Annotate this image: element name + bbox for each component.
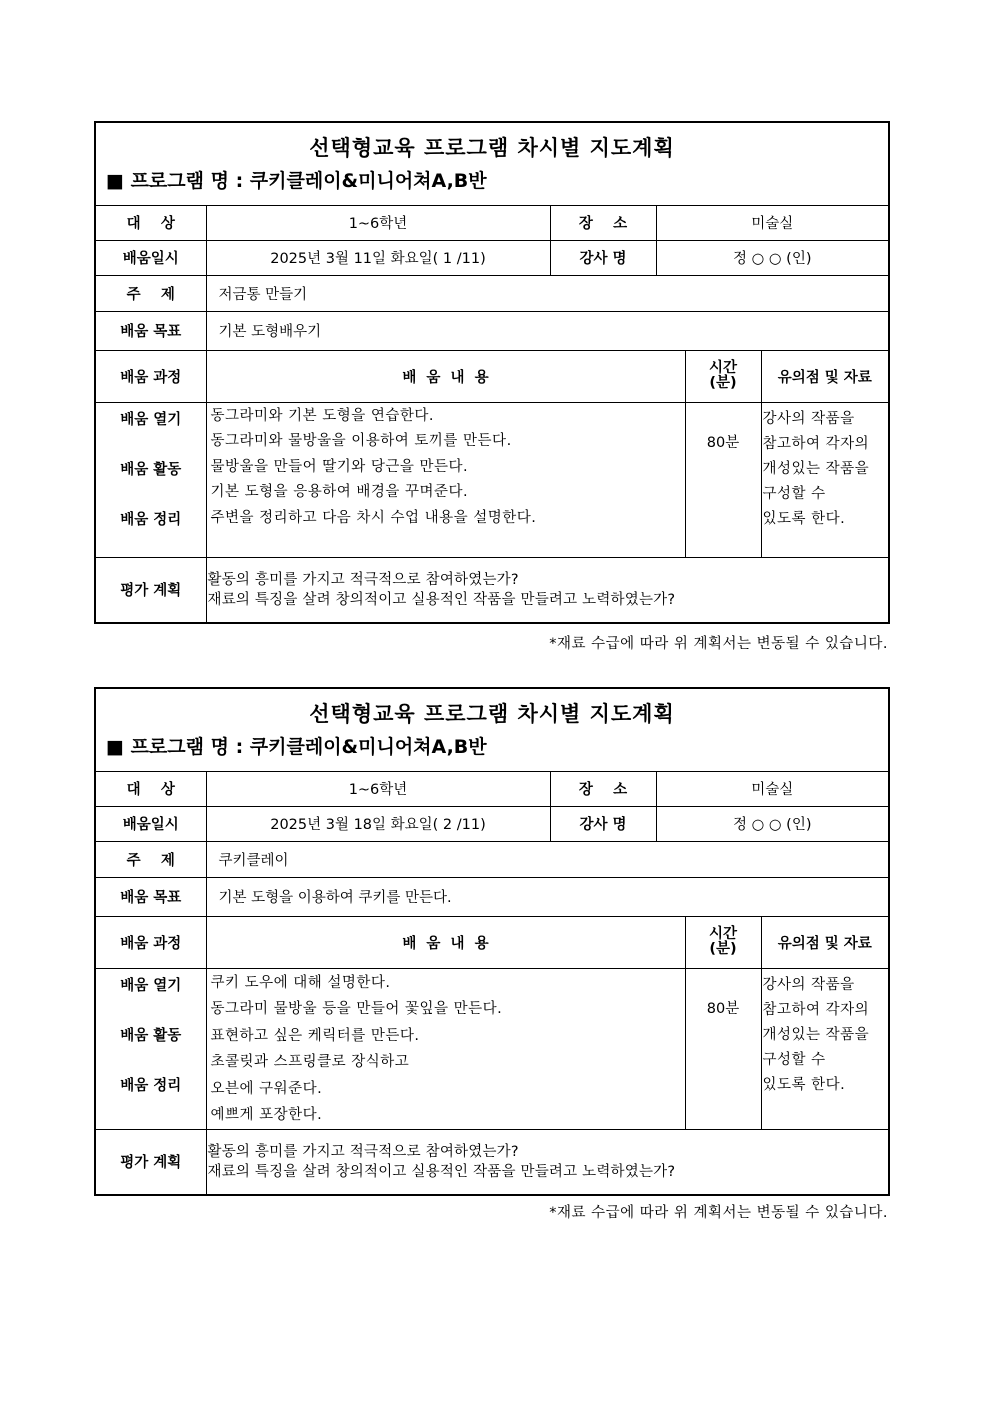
step-open: 배움 열기	[120, 411, 182, 428]
topic-value: 쿠키클레이	[206, 841, 889, 877]
place-label: 장 소	[550, 205, 656, 240]
goal-value: 기본 도형을 이용하여 쿠키를 만든다.	[206, 877, 889, 916]
goal-label: 배움 목표	[95, 311, 206, 350]
process-steps	[95, 402, 206, 557]
notes-line: 개성있는 작품을	[762, 460, 870, 477]
notes-header: 유의점 및 자료	[761, 350, 889, 402]
eval-line: 재료의 특징을 살려 창의적이고 실용적인 작품을 만들려고 노력하였는가?	[207, 1163, 676, 1180]
content-list	[206, 402, 685, 557]
time-header: 시간 (분)	[685, 350, 761, 402]
notes-line: 구성할 수	[762, 1051, 826, 1068]
lesson-plan-1	[94, 121, 888, 652]
process-steps	[95, 968, 206, 1129]
topic-value: 저금통 만들기	[206, 275, 889, 311]
step-wrapup: 배움 정리	[120, 511, 182, 528]
target-value: 1~6학년	[206, 205, 550, 240]
eval-line: 활동의 흥미를 가지고 적극적으로 참여하였는가?	[207, 1143, 519, 1160]
content-line: 표현하고 싶은 케릭터를 만든다.	[210, 1027, 420, 1044]
place-value: 미술실	[656, 205, 889, 240]
minutes-value: 80분	[685, 968, 761, 1129]
time-header: 시간 (분)	[685, 916, 761, 968]
plan-table	[94, 687, 890, 1196]
date-value: 2025년 3월 18일 화요일( 2 /11)	[206, 806, 550, 841]
goal-label: 배움 목표	[95, 877, 206, 916]
notes-line: 개성있는 작품을	[762, 1026, 870, 1043]
page-title: 선택형교육 프로그램 차시별 지도계획	[309, 135, 675, 160]
eval-line: 활동의 흥미를 가지고 적극적으로 참여하였는가?	[207, 571, 519, 588]
step-open: 배움 열기	[120, 977, 182, 994]
target-label: 대 상	[95, 205, 206, 240]
minutes-value: 80분	[685, 402, 761, 557]
step-activity: 배움 활동	[120, 461, 182, 478]
notes-list	[761, 402, 889, 557]
title-cell	[95, 122, 889, 205]
instructor-value: 정 ○ ○ (인)	[656, 806, 889, 841]
goal-value: 기본 도형배우기	[206, 311, 889, 350]
content-header: 배 움 내 용	[206, 350, 685, 402]
eval-list	[206, 1129, 889, 1195]
footnote: *재료 수급에 따라 위 계획서는 변동될 수 있습니다.	[549, 1205, 888, 1221]
place-value: 미술실	[656, 771, 889, 806]
notes-list	[761, 968, 889, 1129]
target-value: 1~6학년	[206, 771, 550, 806]
content-line: 동그라미와 물방울을 이용하여 토끼를 만든다.	[210, 433, 512, 449]
content-line: 오븐에 구워준다.	[210, 1080, 323, 1097]
eval-list	[206, 557, 889, 623]
place-label: 장 소	[550, 771, 656, 806]
eval-line: 재료의 특징을 살려 창의적이고 실용적인 작품을 만들려고 노력하였는가?	[207, 591, 676, 608]
lesson-plan-2	[94, 687, 888, 1221]
notes-line: 참고하여 각자의	[762, 435, 870, 452]
content-line: 동그라미와 기본 도형을 연습한다.	[210, 407, 435, 424]
content-list	[206, 968, 685, 1129]
date-label: 배움일시	[95, 240, 206, 275]
content-line: 주변을 정리하고 다음 차시 수업 내용을 설명한다.	[210, 509, 537, 526]
content-line: 예쁘게 포장한다.	[210, 1107, 323, 1123]
content-line: 물방울을 만들어 딸기와 당근을 만든다.	[210, 458, 469, 475]
date-label: 배움일시	[95, 806, 206, 841]
content-line: 쿠키 도우에 대해 설명한다.	[210, 974, 391, 991]
instructor-label: 강사 명	[550, 806, 656, 841]
topic-label: 주 제	[95, 841, 206, 877]
notes-line: 강사의 작품을	[762, 976, 855, 993]
program-name: ■ 프로그램 명 : 쿠키클레이&미니어쳐A,B반	[106, 735, 487, 758]
eval-label: 평가 계획	[95, 557, 206, 623]
process-label: 배움 과정	[95, 916, 206, 968]
plan-table	[94, 121, 890, 624]
eval-label: 평가 계획	[95, 1129, 206, 1195]
content-header: 배 움 내 용	[206, 916, 685, 968]
step-wrapup: 배움 정리	[120, 1077, 182, 1094]
instructor-value: 정 ○ ○ (인)	[656, 240, 889, 275]
date-value: 2025년 3월 11일 화요일( 1 /11)	[206, 240, 550, 275]
process-label: 배움 과정	[95, 350, 206, 402]
step-activity: 배움 활동	[120, 1027, 182, 1044]
topic-label: 주 제	[95, 275, 206, 311]
content-line: 동그라미 물방울 등을 만들어 꽃잎을 만든다.	[210, 1001, 503, 1017]
notes-header: 유의점 및 자료	[761, 916, 889, 968]
page-title: 선택형교육 프로그램 차시별 지도계획	[309, 701, 675, 726]
notes-line: 참고하여 각자의	[762, 1001, 870, 1018]
title-cell	[95, 688, 889, 771]
notes-line: 있도록 한다.	[762, 1076, 846, 1093]
notes-line: 강사의 작품을	[762, 410, 855, 427]
target-label: 대 상	[95, 771, 206, 806]
program-name: ■ 프로그램 명 : 쿠키클레이&미니어쳐A,B반	[106, 169, 487, 192]
content-line: 기본 도형을 응용하여 배경을 꾸며준다.	[210, 484, 469, 500]
instructor-label: 강사 명	[550, 240, 656, 275]
footnote: *재료 수급에 따라 위 계획서는 변동될 수 있습니다.	[549, 636, 888, 652]
notes-line: 있도록 한다.	[762, 510, 846, 527]
content-line: 초콜릿과 스프링클로 장식하고	[210, 1054, 410, 1070]
notes-line: 구성할 수	[762, 485, 826, 502]
